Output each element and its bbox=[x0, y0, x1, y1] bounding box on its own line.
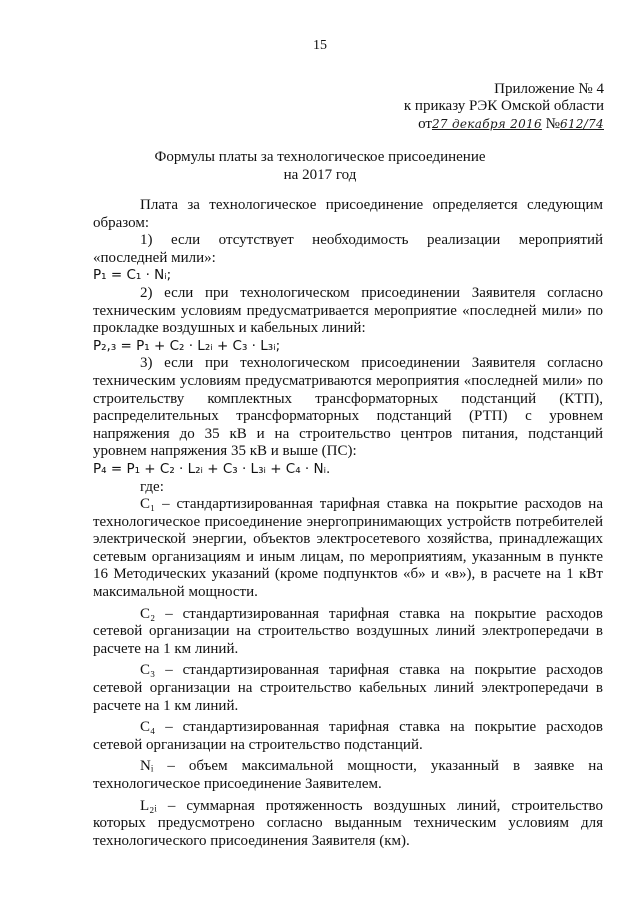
title-line-2: на 2017 год bbox=[283, 167, 357, 183]
case-1-paragraph: 1) если отсутствует необходимость реализации мероприятий «последней мили»: bbox=[93, 232, 603, 266]
handwritten-date: 27 декабря 2016 bbox=[431, 117, 542, 131]
formula-3: P₄ = P₁ + C₂ · L₂ᵢ + C₃ · L₃ᵢ + C₄ · Nᵢ. bbox=[93, 460, 331, 477]
page-number: 15 bbox=[313, 38, 327, 53]
definition-c4: С₄ – стандартизированная тарифная ставка на покрытие расходов сетевой организации на строительство подстанций. bbox=[93, 719, 603, 753]
document-title bbox=[0, 148, 640, 184]
appendix-title: Приложение № 4 bbox=[494, 81, 604, 97]
definition-l2i: L₂ᵢ – суммарная протяженность воздушных линий, строительство которых предусмотрено согласно выданным техническим условиям для технологического присоединения Заявителя (км). bbox=[93, 797, 603, 849]
formula-1: P₁ = C₁ · Nᵢ; bbox=[93, 267, 172, 284]
number-prefix: № bbox=[545, 116, 560, 132]
order-date-number bbox=[418, 116, 604, 133]
appendix-header bbox=[494, 80, 604, 98]
intro-paragraph: Плата за технологическое присоединение определяется следующим образом: bbox=[93, 197, 603, 231]
definition-c2: С₂ – стандартизированная тарифная ставка на покрытие расходов сетевой организации на строительство воздушных линий электропередачи в расчете на 1 км линий. bbox=[93, 605, 603, 657]
definition-ni: Nᵢ – объем максимальной мощности, указанный в заявке на технологическое присоединение Заявителем. bbox=[93, 758, 603, 792]
definition-c1: С₁ – стандартизированная тарифная ставка на покрытие расходов на технологическое присоединение энергопринимающих устройств потребителей электрической энергии, объектов электросетевого хозяйства, принадлежащих сетевым организациям и иным лицам, по мероприятиям, указанным в пункте 16 Методических указаний (кроме подпунктов «б» и «в»), в расчете на 1 кВт максимальной мощности. bbox=[93, 496, 603, 601]
date-prefix: от bbox=[418, 116, 432, 132]
document-body bbox=[93, 197, 603, 850]
formula-2: P₂,₃ = P₁ + C₂ · L₂ᵢ + C₃ · L₃ᵢ; bbox=[93, 337, 281, 354]
title-line-1: Формулы платы за технологическое присоединение bbox=[154, 149, 486, 165]
case-3-paragraph: 3) если при технологическом присоединении Заявителя согласно техническим условиям предусматриваются мероприятия «последней мили» по строительству комплектных трансформаторных подстанций (КТП), распределительных трансформаторных подстанций (РТП) с уровнем напряжения до 35 кВ и на строительство центров питания, подстанций уровнем напряжения 35 кВ и выше (ПС): bbox=[93, 355, 603, 460]
definition-c3: С₃ – стандартизированная тарифная ставка на покрытие расходов сетевой организации на строительство кабельных линий электропередачи в расчете на 1 км линий. bbox=[93, 662, 603, 714]
where-label: где: bbox=[140, 478, 164, 495]
handwritten-number: 612/74 bbox=[559, 117, 604, 131]
case-2-paragraph: 2) если при технологическом присоединении Заявителя согласно техническим условиям предусматривается мероприятие «последней мили» по прокладке воздушных и кабельных линий: bbox=[93, 284, 603, 337]
order-reference: к приказу РЭК Омской области bbox=[403, 98, 604, 114]
